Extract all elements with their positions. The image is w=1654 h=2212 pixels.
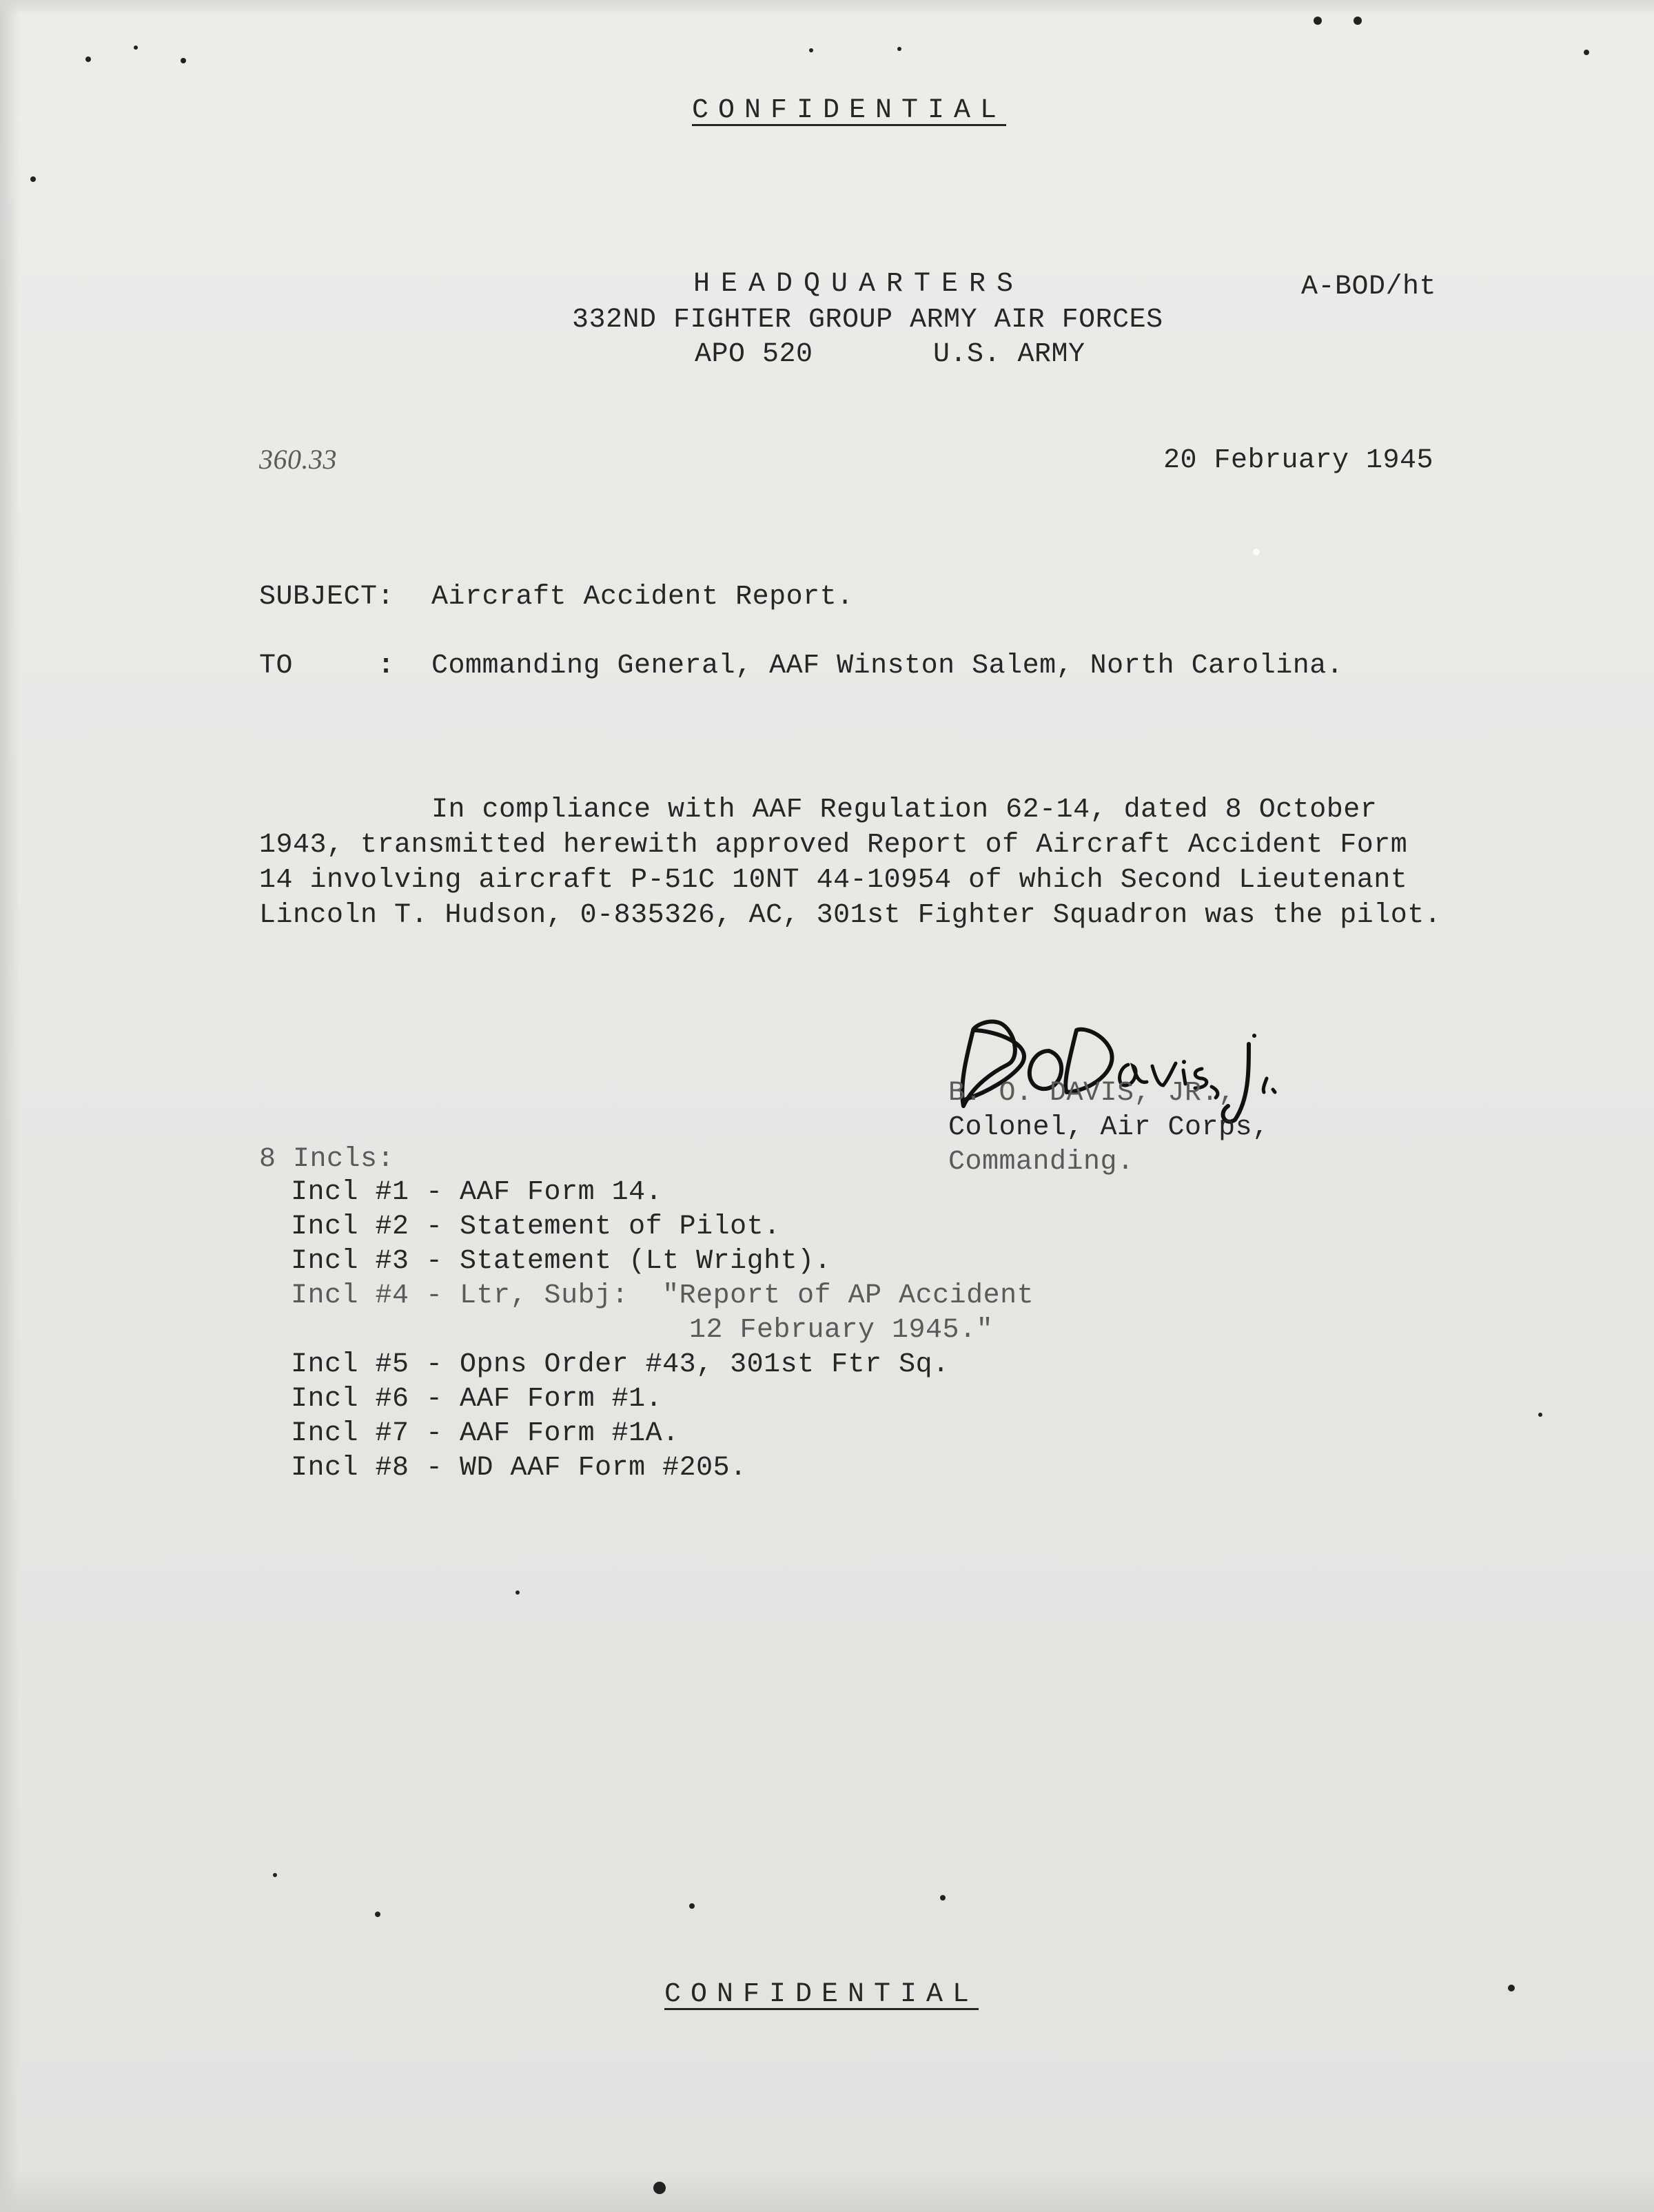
to-label: TO	[259, 651, 294, 682]
inclosure-item: Incl #8 - WD AAF Form #205.	[291, 1453, 747, 1484]
file-number: 360.33	[259, 444, 337, 475]
inclosure-item: Incl #2 - Statement of Pilot.	[291, 1211, 781, 1242]
ink-speck	[273, 1873, 277, 1877]
inclosure-item: Incl #4 - Ltr, Subj: "Report of AP Accident	[291, 1280, 1034, 1311]
ink-speck	[375, 1912, 380, 1917]
subject-value: Aircraft Accident Report.	[431, 582, 854, 613]
ink-speck	[1314, 17, 1322, 25]
classification-header: CONFIDENTIAL	[692, 95, 1007, 126]
inclosure-item: Incl #1 - AAF Form 14.	[291, 1177, 663, 1208]
ink-speck	[1508, 1985, 1515, 1991]
ink-speck	[1354, 17, 1362, 25]
ink-speck	[653, 2182, 666, 2194]
signer-role: Commanding.	[948, 1147, 1134, 1178]
body-line-4: Lincoln T. Hudson, 0-835326, AC, 301st Fighter Squadron was the pilot.	[259, 900, 1442, 931]
ink-speck	[897, 47, 901, 51]
ink-speck	[181, 58, 186, 63]
ink-speck	[1253, 549, 1260, 555]
inclosure-item-continuation: 12 February 1945."	[689, 1315, 994, 1346]
subject-label: SUBJECT:	[259, 582, 395, 613]
page-edge-shadow-top	[0, 0, 1654, 15]
inclosure-item: Incl #6 - AAF Form #1.	[291, 1384, 663, 1415]
signer-name: B. O. DAVIS, JR.,	[948, 1078, 1236, 1109]
headquarters-title: HEADQUARTERS	[693, 269, 1025, 300]
ink-speck	[30, 176, 36, 182]
ink-speck	[134, 45, 138, 50]
page-edge-shadow-left	[0, 0, 19, 2212]
to-value: Commanding General, AAF Winston Salem, North Carolina.	[431, 651, 1344, 682]
inclosures-header: 8 Incls:	[259, 1144, 395, 1175]
ink-speck	[85, 57, 91, 62]
to-colon: :	[378, 651, 395, 682]
ink-speck	[809, 48, 813, 52]
ink-speck	[689, 1903, 695, 1909]
inclosure-item: Incl #7 - AAF Form #1A.	[291, 1418, 680, 1449]
ink-speck	[1584, 50, 1589, 55]
ink-speck	[940, 1895, 946, 1901]
unit-name: 332ND FIGHTER GROUP ARMY AIR FORCES	[572, 305, 1163, 336]
signer-rank: Colonel, Air Corps,	[948, 1112, 1269, 1143]
body-line-2: 1943, transmitted herewith approved Report of Aircraft Accident Form	[259, 830, 1408, 861]
classification-footer: CONFIDENTIAL	[664, 1979, 979, 2010]
apo-number: APO 520	[695, 339, 813, 370]
reference-code: A-BOD/ht	[1301, 272, 1437, 303]
inclosure-item: Incl #5 - Opns Order #43, 301st Ftr Sq.	[291, 1349, 950, 1380]
page-edge-shadow-bottom	[0, 2171, 1654, 2212]
body-line-1: In compliance with AAF Regulation 62-14, dated 8 October	[431, 795, 1378, 826]
inclosure-item: Incl #3 - Statement (Lt Wright).	[291, 1246, 832, 1277]
ink-speck	[1538, 1413, 1542, 1417]
body-line-3: 14 involving aircraft P-51C 10NT 44-10954 of which Second Lieutenant	[259, 865, 1408, 896]
document-date: 20 February 1945	[1163, 445, 1434, 476]
ink-speck	[515, 1590, 520, 1595]
army-label: U.S. ARMY	[933, 339, 1085, 370]
